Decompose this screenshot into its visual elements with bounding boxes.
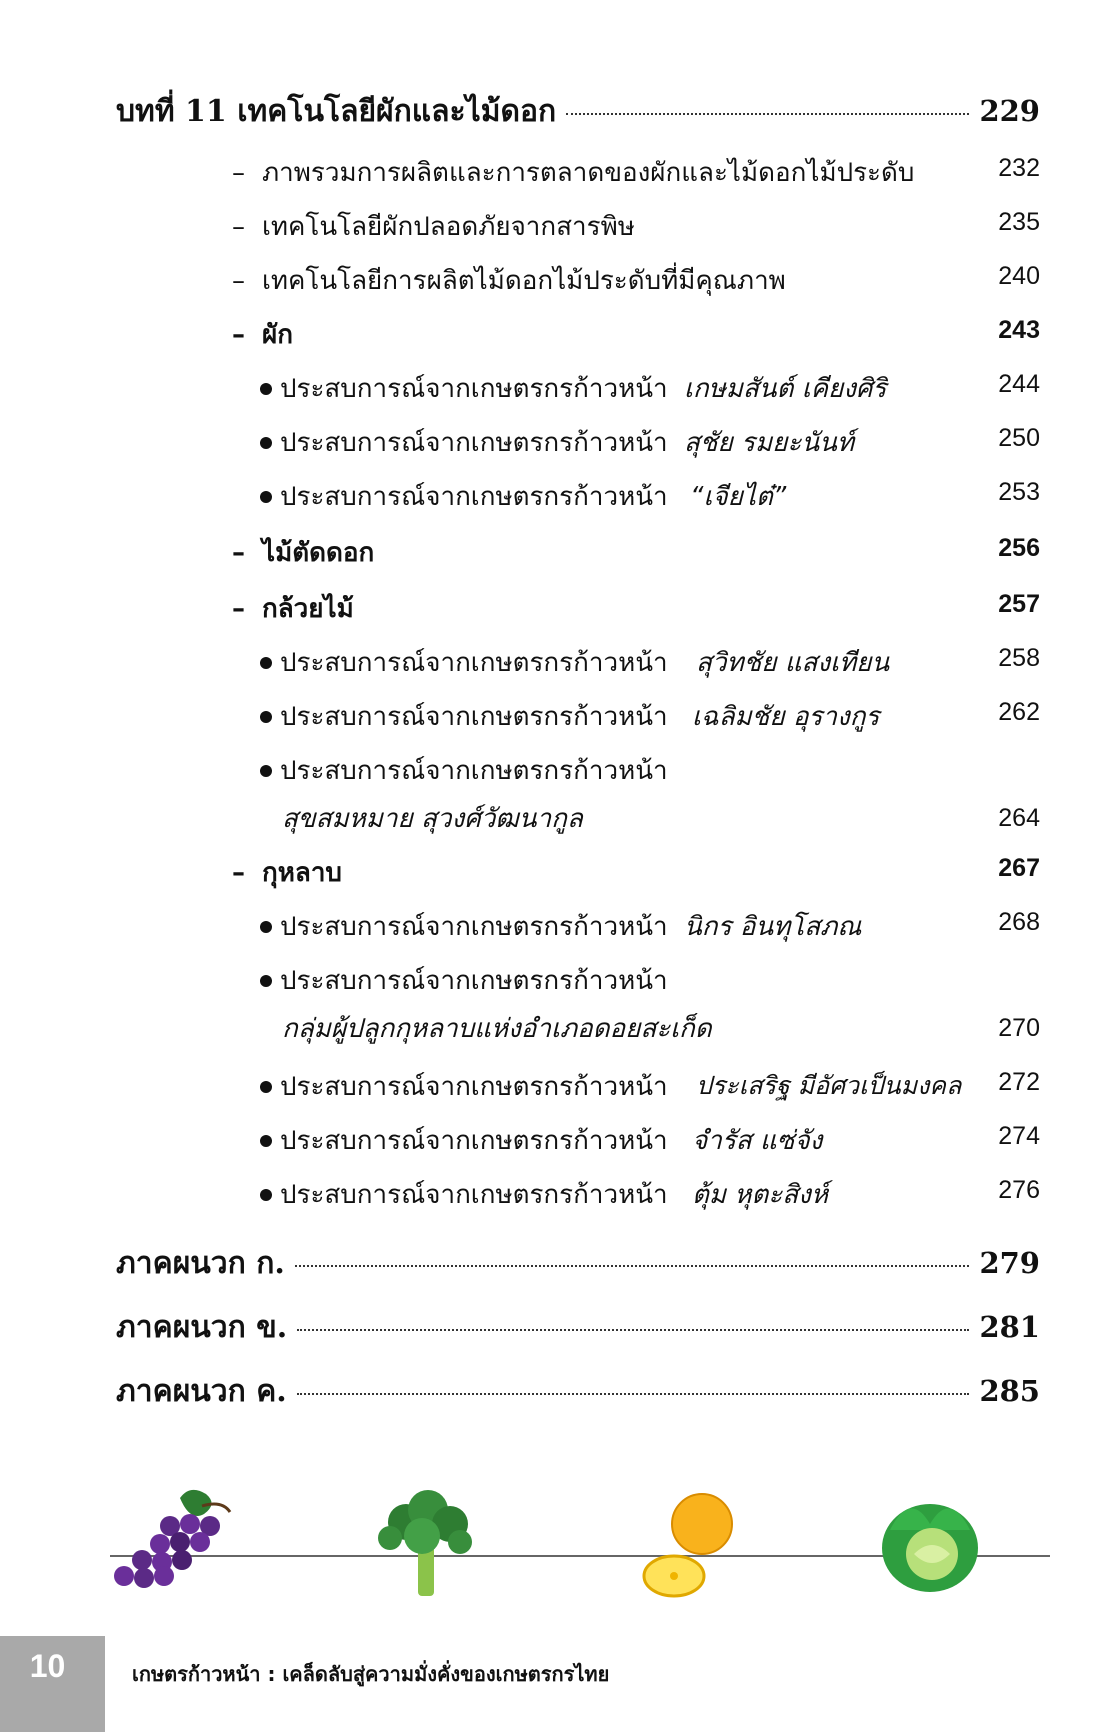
- appendix-a[interactable]: [116, 1240, 1040, 1287]
- toc-subitem[interactable]: [260, 422, 668, 463]
- chapter-title: บทที่ 11 เทคโนโลยีผักและไม้ดอก: [116, 94, 557, 129]
- dot-leader: [295, 1265, 970, 1267]
- bullet-icon: [260, 1081, 272, 1093]
- appendix-title: ภาคผนวก ก.: [116, 1246, 285, 1281]
- appendix-title: ภาคผนวก ค.: [116, 1374, 287, 1409]
- toc-item-page: 250: [998, 424, 1040, 452]
- chapter-page: 229: [979, 94, 1040, 128]
- broccoli-icon: [378, 1490, 472, 1596]
- toc-item-page: 272: [998, 1068, 1040, 1096]
- toc-item-label: ผัก: [262, 320, 293, 350]
- toc-item-label: กุหลาบ: [262, 858, 342, 888]
- toc-item-label: ภาพรวมการผลิตและการตลาดของผักและไม้ดอกไม้ประดับ: [262, 158, 915, 188]
- experience-prefix: ประสบการณ์จากเกษตรกรก้าวหน้า: [280, 1072, 668, 1102]
- experience-prefix: ประสบการณ์จากเกษตรกรก้าวหน้า: [280, 912, 668, 942]
- toc-item-page: 240: [998, 262, 1040, 290]
- appendix-c[interactable]: [116, 1368, 1040, 1415]
- toc-subitem[interactable]: [260, 368, 668, 409]
- bullet-icon: [260, 657, 272, 669]
- toc-item-label: กล้วยไม้: [262, 594, 354, 624]
- bullet-icon: [260, 975, 272, 987]
- toc-item-page: 253: [998, 478, 1040, 506]
- experience-prefix: ประสบการณ์จากเกษตรกรก้าวหน้า: [280, 374, 668, 404]
- experience-prefix: ประสบการณ์จากเกษตรกรก้าวหน้า: [280, 482, 668, 512]
- toc-item-page: 276: [998, 1176, 1040, 1204]
- toc-item-label: เทคโนโลยีผักปลอดภัยจากสารพิษ: [262, 212, 635, 242]
- toc-item[interactable]: – ไม้ตัดดอก: [232, 532, 374, 573]
- dot-leader: [566, 113, 969, 115]
- page-number: 10: [29, 1648, 66, 1684]
- experience-name: ตุ้ม หุตะสิงห์: [692, 1180, 828, 1210]
- experience-name: สุขสมหมาย สุวงศ์วัฒนากูล: [282, 804, 583, 834]
- experience-prefix: ประสบการณ์จากเกษตรกรก้าวหน้า: [280, 702, 668, 732]
- toc-item[interactable]: – เทคโนโลยีการผลิตไม้ดอกไม้ประดับที่มีคุณภาพ: [232, 260, 1040, 301]
- bullet-icon: [260, 765, 272, 777]
- appendix-title: ภาคผนวก ข.: [116, 1310, 288, 1345]
- toc-item-page: 264: [998, 804, 1040, 832]
- toc-item-page: 235: [998, 208, 1040, 236]
- experience-name: นิกร อินทุโสภณ: [684, 912, 862, 942]
- toc-subitem[interactable]: [260, 1174, 668, 1215]
- toc-item-page: 274: [998, 1122, 1040, 1150]
- toc-subitem[interactable]: [260, 642, 668, 683]
- toc-item-page: 243: [998, 316, 1040, 344]
- experience-name: ประเสริฐ มีอัศวเป็นมงคล: [696, 1071, 962, 1100]
- experience-name: “เจียไต๋”: [690, 482, 787, 512]
- toc-subitem[interactable]: [260, 696, 668, 737]
- toc-item[interactable]: – เทคโนโลยีผักปลอดภัยจากสารพิษ: [232, 206, 1040, 247]
- experience-prefix: ประสบการณ์จากเกษตรกรก้าวหน้า: [280, 1180, 668, 1210]
- toc-item-label: เทคโนโลยีการผลิตไม้ดอกไม้ประดับที่มีคุณภาพ: [262, 266, 786, 296]
- dot-leader: [297, 1393, 970, 1395]
- toc-subitem[interactable]: [260, 750, 668, 791]
- toc-item-page: 262: [998, 698, 1040, 726]
- toc-item-page: 257: [998, 590, 1040, 618]
- toc-subitem[interactable]: [260, 1066, 668, 1107]
- toc-subitem[interactable]: [260, 1120, 668, 1161]
- toc-subitem[interactable]: [260, 960, 668, 1001]
- toc-item[interactable]: – ภาพรวมการผลิตและการตลาดของผักและไม้ดอกไม้ประดับ: [232, 152, 1040, 193]
- toc-item-page: 270: [998, 1014, 1040, 1042]
- experience-name: เกษมสันต์ เคียงศิริ: [684, 374, 887, 404]
- vegetable-decoration: [110, 1480, 1050, 1610]
- bullet-icon: [260, 1189, 272, 1201]
- experience-name: สุชัย รมยะนันท์: [684, 428, 855, 458]
- toc-item-label: ไม้ตัดดอก: [262, 538, 375, 568]
- toc-item-page: 258: [998, 644, 1040, 672]
- orange-icon: [644, 1494, 732, 1596]
- experience-name: จำรัส แซ่จัง: [692, 1126, 823, 1156]
- cabbage-icon: [882, 1504, 978, 1592]
- grapes-icon: [114, 1490, 230, 1588]
- dot-leader: [297, 1329, 969, 1331]
- appendix-page: 281: [979, 1310, 1040, 1344]
- experience-prefix: ประสบการณ์จากเกษตรกรก้าวหน้า: [280, 1126, 668, 1156]
- appendix-page: 279: [979, 1246, 1040, 1280]
- toc-item-page: 256: [998, 534, 1040, 562]
- toc-item[interactable]: – กุหลาบ: [232, 852, 342, 893]
- experience-prefix: ประสบการณ์จากเกษตรกรก้าวหน้า: [280, 756, 668, 786]
- toc-item-page: 267: [998, 854, 1040, 882]
- experience-prefix: ประสบการณ์จากเกษตรกรก้าวหน้า: [280, 428, 668, 458]
- experience-name: กลุ่มผู้ปลูกกุหลาบแห่งอำเภอดอยสะเก็ด: [282, 1014, 712, 1044]
- toc-item[interactable]: – ผัก: [232, 314, 293, 355]
- appendix-page: 285: [979, 1374, 1040, 1408]
- book-title: เกษตรก้าวหน้า : เคล็ดลับสู่ความมั่งคั่งของเกษตรกรไทย: [132, 1662, 610, 1686]
- experience-name: เฉลิมชัย อุรางกูร: [692, 702, 880, 732]
- toc-item-page: 244: [998, 370, 1040, 398]
- toc-item-page: 268: [998, 908, 1040, 936]
- bullet-icon: [260, 711, 272, 723]
- appendix-b[interactable]: [116, 1304, 1040, 1351]
- bullet-icon: [260, 921, 272, 933]
- experience-name: สุวิทชัย แสงเทียน: [696, 648, 890, 678]
- toc-item-page: 232: [998, 154, 1040, 182]
- bullet-icon: [260, 437, 272, 449]
- experience-prefix: ประสบการณ์จากเกษตรกรก้าวหน้า: [280, 966, 668, 996]
- toc-item[interactable]: – กล้วยไม้: [232, 588, 354, 629]
- experience-prefix: ประสบการณ์จากเกษตรกรก้าวหน้า: [280, 648, 668, 678]
- bullet-icon: [260, 383, 272, 395]
- toc-subitem[interactable]: [260, 906, 668, 947]
- bullet-icon: [260, 1135, 272, 1147]
- bullet-icon: [260, 491, 272, 503]
- toc-subitem[interactable]: [260, 476, 668, 517]
- chapter-heading[interactable]: [116, 88, 1040, 132]
